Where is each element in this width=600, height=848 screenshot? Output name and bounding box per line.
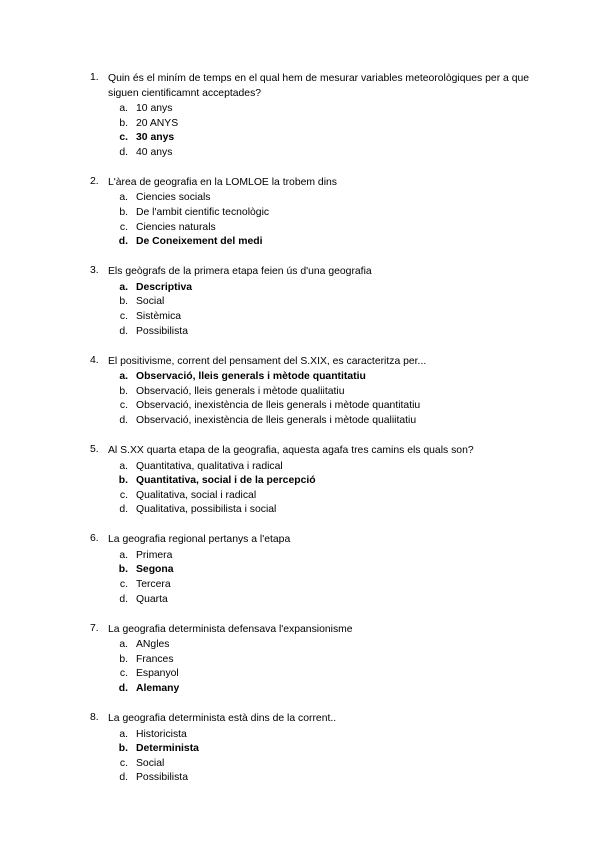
option-correct	[90, 281, 560, 296]
option	[90, 295, 560, 310]
option-text: Quantitativa, social i de la percepció	[136, 475, 316, 487]
option-list	[90, 281, 560, 339]
option-correct	[90, 131, 560, 146]
option-letter: a.	[119, 371, 128, 383]
option-correct	[90, 235, 560, 250]
option	[90, 146, 560, 161]
option-letter: d.	[118, 683, 128, 695]
question-number: 8.	[90, 712, 99, 724]
option-text: Sistèmica	[136, 310, 182, 322]
option-text: Ciencies naturals	[136, 221, 216, 233]
option-correct	[90, 370, 560, 385]
option-text: Tercera	[136, 579, 171, 591]
option-letter: d.	[118, 236, 128, 248]
option	[90, 638, 560, 653]
option-letter: d.	[119, 146, 128, 158]
option-letter: c.	[119, 489, 128, 501]
option	[90, 399, 560, 414]
option	[90, 653, 560, 668]
question-5	[90, 444, 560, 518]
option-letter: c.	[119, 668, 128, 680]
option-list	[90, 638, 560, 696]
question-text: Els geògrafs de la primera etapa feien ús d'una geografia	[108, 266, 372, 278]
option-text: Possibilista	[136, 772, 188, 784]
option-text: 10 anys	[136, 103, 173, 114]
option	[90, 549, 560, 564]
question-number: 1.	[90, 72, 99, 83]
option-letter: a.	[119, 460, 128, 472]
option-text: Historicista	[136, 728, 187, 740]
option-list	[90, 370, 560, 428]
question-3	[90, 265, 560, 339]
option	[90, 385, 560, 400]
option-correct	[90, 474, 560, 489]
option	[90, 503, 560, 518]
question-1	[90, 72, 560, 160]
question-number: 5.	[90, 444, 99, 455]
question-2	[90, 176, 560, 250]
option-letter: d.	[119, 414, 128, 426]
option	[90, 310, 560, 325]
option	[90, 102, 560, 117]
question-number: 2.	[90, 175, 99, 187]
option-correct	[90, 563, 560, 578]
option-correct	[90, 682, 560, 697]
option	[90, 460, 560, 475]
option-letter: b.	[118, 564, 128, 576]
question-text: L'àrea de geografia en la LOMLOE la trobem dins	[108, 176, 337, 188]
option-text: Possibilista	[136, 325, 188, 337]
question-text: La geografia determinista defensava l'expansionisme	[108, 623, 353, 635]
option-letter: a.	[119, 192, 128, 204]
option-text: 20 ANYS	[136, 117, 179, 129]
option-text: Determinista	[136, 743, 199, 755]
option	[90, 117, 560, 132]
option-text: Social	[136, 296, 165, 308]
option	[90, 771, 560, 786]
option-text: Segona	[136, 564, 174, 576]
option-letter: a.	[119, 549, 128, 561]
option-letter: c.	[119, 310, 128, 322]
option-text: 30 anys	[136, 132, 175, 144]
option	[90, 578, 560, 593]
option-letter: b.	[119, 653, 128, 665]
option-list	[90, 460, 560, 518]
option-text: Qualitativa, social i radical	[136, 489, 257, 501]
option-text: De Coneixement del medi	[136, 236, 263, 248]
option-letter: a.	[119, 103, 128, 114]
option-letter: c.	[119, 400, 128, 412]
option-text: Quarta	[136, 593, 168, 605]
option-list	[90, 549, 560, 607]
option-text: Primera	[136, 549, 173, 561]
option-correct	[90, 742, 560, 757]
option-letter: b.	[119, 385, 128, 397]
option	[90, 667, 560, 682]
question-8	[90, 712, 560, 786]
option-letter: b.	[118, 475, 128, 487]
question-text: La geografia determinista està dins de la corrent..	[108, 713, 337, 725]
question-number: 7.	[90, 622, 99, 634]
option-letter: b.	[119, 117, 128, 129]
option-text: De l'ambit cientific tecnològic	[136, 206, 270, 218]
option-letter: c.	[119, 221, 128, 233]
option-letter: d.	[119, 772, 128, 784]
option-text: Social	[136, 757, 165, 769]
option-letter: b.	[119, 206, 128, 218]
option-text: Observació, inexistència de lleis generals i mètode quantitatiu	[136, 400, 421, 412]
option-letter: c.	[119, 579, 128, 591]
option-text: Descriptiva	[136, 281, 193, 293]
question-6	[90, 533, 560, 607]
question-number: 3.	[90, 265, 99, 277]
question-text: Quin és el miním de temps en el qual hem de mesurar variables meteorològiques per a que siguen cientificamnt acceptades?	[108, 73, 530, 99]
option-letter: c.	[119, 132, 128, 144]
question-text: La geografia regional pertanys a l'etapa	[108, 534, 291, 546]
question-number: 6.	[90, 533, 99, 545]
option-letter: a.	[119, 639, 128, 651]
option-text: Espanyol	[136, 668, 179, 680]
question-text: Al S.XX quarta etapa de la geografia, aquesta agafa tres camins els quals son?	[108, 445, 474, 456]
option-letter: d.	[119, 504, 128, 516]
option-text: Qualitativa, possibilista i social	[136, 504, 277, 516]
option-list	[90, 102, 560, 160]
question-7	[90, 623, 560, 697]
option-letter: a.	[119, 728, 128, 740]
question-text: El positivisme, corrent del pensament del S.XIX, es caracteritza per...	[108, 355, 427, 367]
option-list	[90, 191, 560, 249]
option-text: Quantitativa, qualitativa i radical	[136, 460, 283, 472]
option-letter: b.	[119, 296, 128, 308]
option	[90, 757, 560, 772]
option-text: Frances	[136, 653, 174, 665]
option-letter: c.	[119, 757, 128, 769]
option-text: Observació, lleis generals i mètode quantitatiu	[136, 371, 366, 383]
option-text: 40 anys	[136, 146, 173, 158]
option-letter: d.	[119, 593, 128, 605]
option-list	[90, 728, 560, 786]
option-text: Observació, lleis generals i mètode qualiitatiu	[136, 385, 345, 397]
question-number: 4.	[90, 354, 99, 366]
option-letter: d.	[119, 325, 128, 337]
option	[90, 221, 560, 236]
option	[90, 489, 560, 504]
option	[90, 414, 560, 429]
option	[90, 325, 560, 340]
option-letter: a.	[119, 281, 128, 293]
option-text: Ciencies socials	[136, 192, 211, 204]
option	[90, 191, 560, 206]
option-text: ANgles	[136, 639, 170, 651]
option	[90, 593, 560, 608]
question-4	[90, 355, 560, 429]
question-list	[90, 72, 560, 802]
option	[90, 728, 560, 743]
option-text: Alemany	[136, 683, 180, 695]
option	[90, 206, 560, 221]
option-letter: b.	[118, 743, 128, 755]
option-text: Observació, inexistència de lleis generals i mètode qualiitatiu	[136, 414, 417, 426]
